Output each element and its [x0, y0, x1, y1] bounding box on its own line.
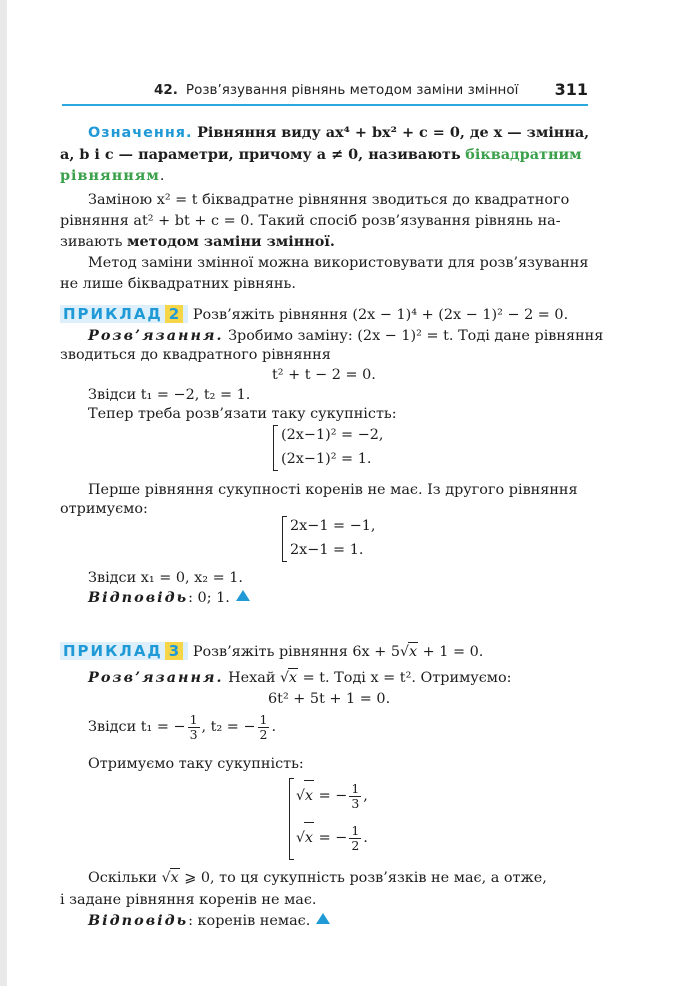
example3-gets: Отримуємо таку сукупність: — [88, 756, 304, 772]
example2-result: Звідси x₁ = 0, x₂ = 1. — [88, 570, 243, 586]
para2-line-1: Метод заміни змінної можна використовувати для розв’язування — [88, 255, 589, 271]
system1-eq2: (2x−1)² = 1. — [281, 451, 372, 467]
system3-bracket — [289, 778, 294, 860]
example2-text-1: Перше рівняння сукупності коренів не має. Із другого рівняння — [88, 482, 578, 498]
system2-bracket — [282, 516, 287, 562]
system2-eq2: 2x−1 = 1. — [290, 542, 364, 558]
system3-eq1: √x = − $\frac{1}{3}$ , — [296, 780, 368, 811]
example3-conclusion-1: Оскільки √x ⩾ 0, то ця сукупність розв’язків не має, а отже, — [88, 870, 547, 886]
para2-line-2: не лише біквадратних рівнянь. — [60, 276, 296, 292]
example3-badge: ПРИКЛАД 3 — [60, 642, 188, 660]
example2-need: Тепер треба розв’язати таку сукупність: — [88, 406, 397, 422]
example2-task: ПРИКЛАД 2 Розв’яжіть рівняння (2x − 1)⁴ + (2x − 1)² − 2 = 0. — [60, 305, 568, 324]
para1-line-3: зивають методом заміни змінної. — [60, 233, 335, 250]
header-title: 42. Розв’язування рівнянь методом заміни змінної — [154, 82, 519, 98]
system1-eq1: (2x−1)² = −2, — [281, 427, 384, 443]
example2-equation: t² + t − 2 = 0. — [272, 367, 376, 383]
example2-solution-2: зводиться до квадратного рівняння — [60, 347, 331, 363]
end-triangle-icon — [236, 590, 250, 601]
definition-line-3: рівнянням. — [60, 167, 165, 184]
example2-badge: ПРИКЛАД 2 — [60, 305, 188, 323]
system2-eq1: 2x−1 = −1, — [290, 518, 376, 534]
end-triangle-icon — [316, 913, 330, 924]
para1-line-1: Заміною x² = t біквадратне рівняння зводиться до квадратного — [88, 192, 570, 208]
example3-task: ПРИКЛАД 3 Розв’яжіть рівняння 6x + 5√x + 1 = 0. — [60, 642, 483, 661]
example3-answer: Відповідь: коренів немає. — [88, 912, 330, 930]
example2-answer: Відповідь: 0; 1. — [88, 589, 250, 607]
running-header — [62, 80, 588, 106]
page-number: 311 — [554, 80, 588, 99]
example3-conclusion-2: і задане рівняння коренів не має. — [60, 892, 317, 908]
page-edge — [0, 0, 7, 986]
definition-line-2: a, b і c — параметри, причому a ≠ 0, називають біквадратним — [60, 146, 582, 163]
para1-line-2: рівняння at² + bt + c = 0. Такий спосіб розв’язування рівнянь на- — [60, 213, 561, 229]
example2-roots: Звідси t₁ = −2, t₂ = 1. — [88, 387, 251, 403]
example2-solution-1: Розв’язання. Зробимо заміну: (2x − 1)² = t. Тоді дане рівняння — [88, 327, 604, 344]
example3-solution: Розв’язання. Нехай √x = t. Тоді x = t². Отримуємо: — [88, 669, 512, 686]
system3-eq2: √x = − $\frac{1}{2}$ . — [296, 822, 368, 853]
definition-line-1: Означення. Рівняння виду ax⁴ + bx² + c = 0, де x — змінна, — [88, 124, 590, 141]
system1-bracket — [273, 425, 278, 471]
example2-text-2: отримуємо: — [60, 501, 148, 517]
example3-roots: Звідси t₁ = − $\frac{1}{3}$ , t₂ = − $\frac{1}{2}$ . — [88, 711, 277, 742]
example3-equation: 6t² + 5t + 1 = 0. — [268, 691, 391, 707]
header-rule — [62, 104, 588, 106]
